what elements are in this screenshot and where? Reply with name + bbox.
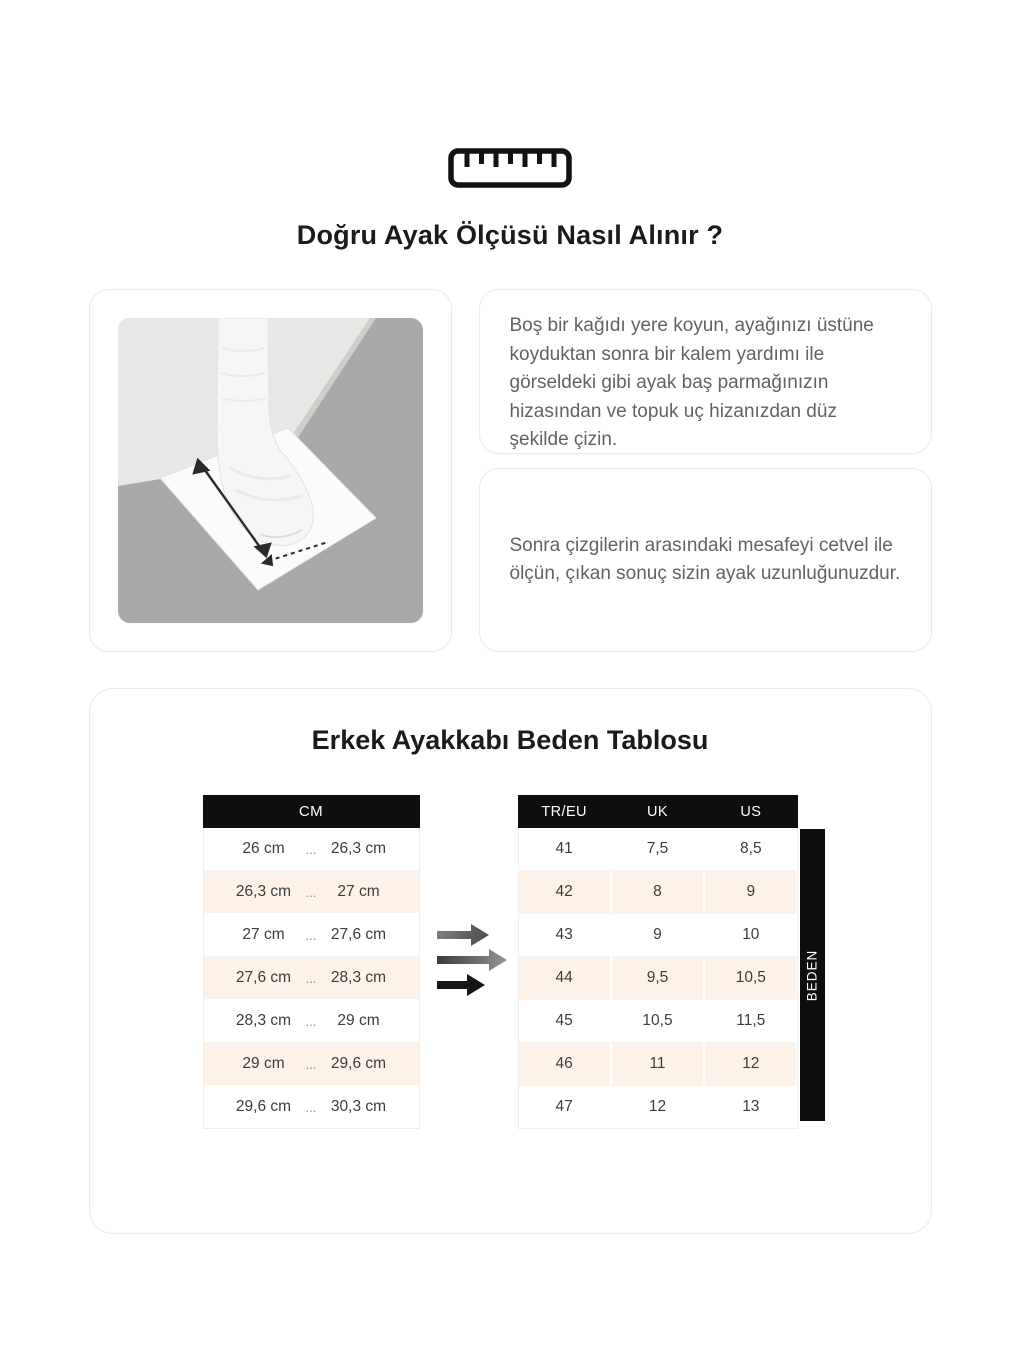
sizes-table-row — [519, 1086, 797, 1128]
cm-table-header: CM — [203, 795, 420, 828]
size-uk: 12 — [610, 1086, 703, 1128]
cm-to: 26,3 cm — [330, 840, 387, 857]
sizes-table-row — [519, 957, 797, 1000]
size-us: 11,5 — [703, 1000, 796, 1042]
range-dots: ... — [305, 927, 317, 943]
sizes-table-row — [519, 1043, 797, 1086]
cm-table-row — [204, 871, 419, 914]
cm-table-row — [204, 828, 419, 871]
foot-measurement-photo — [118, 318, 423, 623]
instruction-step2-text: Sonra çizgilerin arasındaki mesafeyi cetvel ile ölçün, çıkan sonuç sizin ayak uzunluğunuzdur. — [509, 534, 901, 584]
cm-from: 27,6 cm — [235, 969, 292, 986]
cm-from: 28,3 cm — [235, 1012, 292, 1029]
cm-from: 29 cm — [242, 1055, 285, 1072]
cm-table-row — [204, 1000, 419, 1043]
range-dots: ... — [305, 884, 317, 900]
sizes-table-row — [519, 914, 797, 957]
foot-on-paper-illustration — [118, 318, 423, 623]
cm-table-row — [204, 914, 419, 957]
sizes-table-row — [519, 828, 797, 871]
col-header-uk: UK — [647, 803, 668, 820]
range-dots: ... — [305, 1056, 317, 1072]
cm-table — [203, 795, 420, 1129]
size-treu: 45 — [555, 1012, 573, 1029]
cm-table-row — [204, 1043, 419, 1086]
size-uk: 9 — [610, 914, 703, 956]
size-us: 9 — [703, 871, 796, 913]
header-icon-wrap — [0, 0, 1020, 188]
cm-to: 27 cm — [337, 883, 380, 900]
range-dots: ... — [305, 970, 317, 986]
cm-from: 26 cm — [242, 840, 285, 857]
size-uk: 7,5 — [610, 828, 703, 870]
cm-to: 30,3 cm — [330, 1098, 387, 1115]
size-treu: 43 — [555, 926, 573, 943]
cm-to: 28,3 cm — [330, 969, 387, 986]
cm-to: 29 cm — [337, 1012, 380, 1029]
page-title: Doğru Ayak Ölçüsü Nasıl Alınır ? — [296, 220, 724, 250]
range-dots: ... — [305, 1013, 317, 1029]
range-dots: ... — [305, 1099, 317, 1115]
cm-from: 26,3 cm — [235, 883, 292, 900]
range-dots: ... — [305, 841, 317, 857]
cm-from: 27 cm — [242, 926, 285, 943]
size-treu: 47 — [555, 1098, 573, 1115]
instruction-card-2 — [479, 468, 932, 652]
cm-to: 27,6 cm — [330, 926, 387, 943]
instruction-card-1 — [479, 289, 932, 454]
sizes-table-row — [519, 1000, 797, 1043]
size-us: 10 — [703, 914, 796, 956]
col-header-us: US — [740, 803, 762, 820]
size-uk: 10,5 — [610, 1000, 703, 1042]
size-treu: 42 — [519, 871, 610, 913]
cm-table-row — [204, 957, 419, 1000]
size-us: 13 — [703, 1086, 796, 1128]
size-us: 12 — [703, 1043, 796, 1085]
size-us: 8,5 — [703, 828, 796, 870]
size-treu: 44 — [519, 957, 610, 999]
size-uk: 8 — [610, 871, 703, 913]
sizes-table-header — [518, 795, 798, 828]
beden-label-text: BEDEN — [804, 949, 820, 1001]
beden-side-label — [800, 829, 825, 1121]
instruction-step1-text: Boş bir kağıdı yere koyun, ayağınızı üstüne koyduktan sonra bir kalem yardımı ile görseldeki gibi ayak baş parmağınızın hizasından ve topuk uç hizanızdan düz şekilde çizin. — [509, 315, 874, 450]
size-uk: 11 — [610, 1043, 703, 1085]
sizes-table-row — [519, 871, 797, 914]
size-treu: 46 — [519, 1043, 610, 1085]
cm-to: 29,6 cm — [330, 1055, 387, 1072]
col-header-treu: TR/EU — [541, 803, 587, 820]
ruler-icon — [448, 148, 572, 188]
size-treu: 41 — [555, 840, 573, 857]
size-us: 10,5 — [703, 957, 796, 999]
cm-from: 29,6 cm — [235, 1098, 292, 1115]
size-chart-title: Erkek Ayakkabı Beden Tablosu — [311, 725, 709, 755]
conversion-arrows-icon — [435, 921, 507, 999]
size-chart-card — [89, 688, 932, 1234]
instructions-column — [479, 289, 932, 652]
size-uk: 9,5 — [610, 957, 703, 999]
measurement-photo-card — [89, 289, 452, 652]
sizes-table — [518, 795, 798, 1129]
cm-table-row — [204, 1086, 419, 1128]
